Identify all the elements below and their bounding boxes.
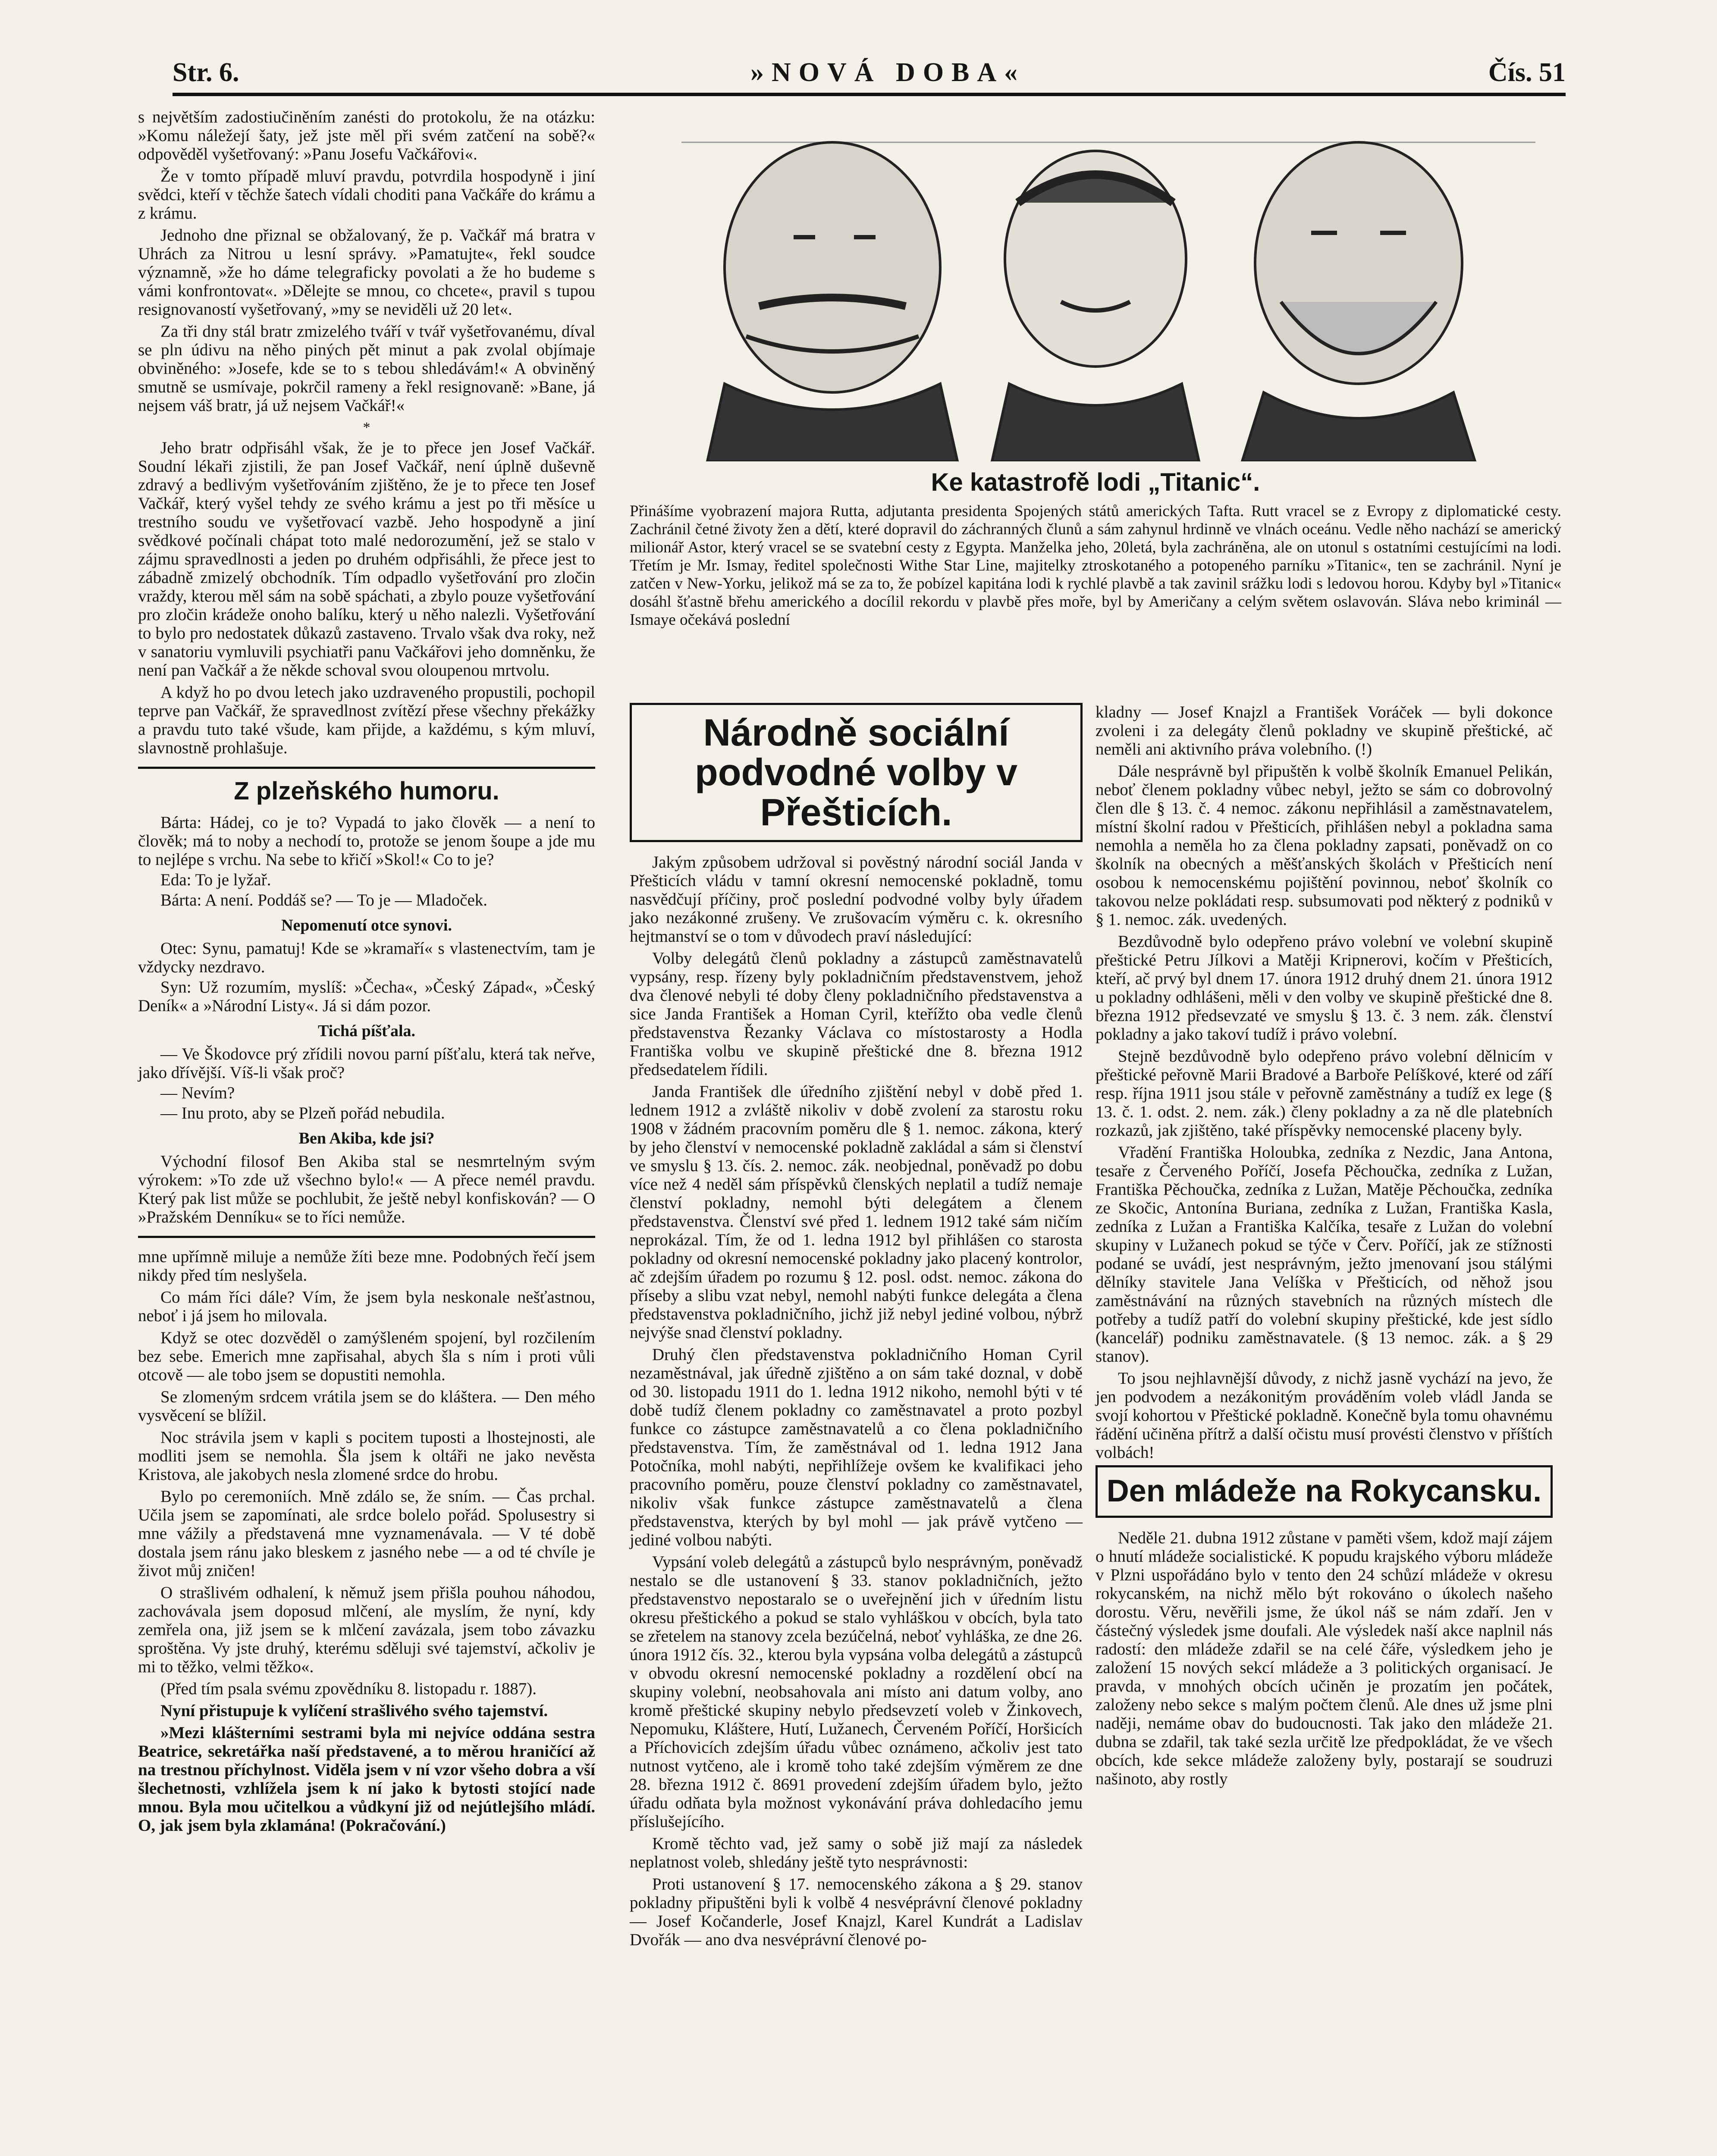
youth-day-heading: Den mládeže na Rokycansku. bbox=[1095, 1465, 1553, 1518]
issue-number: Čís. 51 bbox=[1488, 58, 1566, 87]
newspaper-title: »NOVÁ DOBA« bbox=[750, 58, 1026, 87]
section-separator: * bbox=[363, 420, 370, 436]
novel-paragraph-2: Co mám říci dále? Vím, že jsem byla neskonale nešťastnou, neboť i já jsem ho milovala. bbox=[138, 1288, 595, 1325]
fraud-paragraph-4: Druhý člen představenstva pokladničního Homan Cyril nezaměstnával, jak úředně zjištěno a on sám také doznal, v době od 30. listopadu 1911 do 1. ledna 1912 nikoho, nemohl býti v té době tudíž členem pokladny co zaměstnavatel a proto pozbyl funkce co zástupce zaměstnavatelů a co člena pokladničního představenstva. Tím, že zaměstnával od 1. ledna 1912 Jana Potočníka, mohl nabýti, nepřihlížeje ovšem ke kvalifikaci jeho pracovního poměru, pouze členství pokladny co zaměstnavatel, nikoliv však funkce zástupce zaměstnavatelů a člena představenstva, kterých by byl mohl — jak právě vytčeno — jediné volbou nabýti. bbox=[630, 1345, 1083, 1550]
fraud-continued-3: Bezdůvodně bylo odepřeno právo volební ve volební skupině přeštické Petru Jílkovi a Matěji Kripnerovi, kočím v Přešticích, kteří, ač prvý byl dnem 17. února 1912 druhý dnem 21. února 1912 u pokladny odhlášeni, měli v den volby ve skupině přeštické dne 8. března 1912 předsevzaté ve smyslu § 13. č. 3 nem. zák. členství pokladny a jako takoví tudíž i právo volební. bbox=[1095, 932, 1553, 1044]
right-column bbox=[1095, 703, 1553, 1792]
fraud-continued-6: To jsou nejhlavnější důvody, z nichž jasně vychází na jevo, že jen podvodem a nezákonitým prováděním voleb vládl Janda se svojí kohortou v Přeštické pokladně. Konečně byla tomu ohavnému řádění učiněna přítrž a další očistu musí provésti členstvo v příštích volbách! bbox=[1095, 1369, 1553, 1462]
story-paragraph-5: Jeho bratr odpřisáhl však, že je to přece jen Josef Vačkář. Soudní lékaři zjistili, že pan Josef Vačkář, není úplně duševně zdravý a bedlivým vyšetřováním zjištěno, že je to přece ten Josef Vačkář, který vyšel tehdy ze svého krámu a jest po tři měsíce u trestního soudu ve vyšetřovací vazbě. Jeho hospodyně a jiní svědkové počínali chápat toto malé nedorozumění, jež se stalo v zájmu spravedlnosti a jeden po druhém odpřisáhli, že přece jest to zábadně zmizelý obchodník. Tím odpadlo vyšetřování pro zločin vraždy, kterou měl sám na sobě spáchati, a zbylo pouze vyšetřování pro zločin krádeže onoho balíku, který u něho nalezli. Vyšetřování to bylo pro nedostatek důkazů zastaveno. Trvalo však dva roky, než v sanatoriu vymluvili psychiatři panu Vačkářovi jeho domněnku, že není pan Vačkář a že někde schoval svou oloupenou mrtvolu. bbox=[138, 439, 595, 680]
humor-line-2: Eda: To je lyžař. bbox=[160, 870, 271, 889]
fraud-election-heading: Národně sociální podvodné volby v Přešticích. bbox=[630, 703, 1083, 842]
fraud-paragraph-1: Jakým způsobem udržoval si pověstný národní sociál Janda v Přešticích vládu v tamní okresní nemocenské pokladně, tomu nasvědčují příčiny, proč poslední podvodné volby byly úřadem jako nezákonné zrušeny. Ve zrušovacím výměru c. k. okresního hejtmanství se o tom v důvodech praví následující: bbox=[630, 853, 1083, 946]
novel-continuation bbox=[138, 1247, 595, 1835]
novel-paragraph-7: O strašlivém odhalení, k němuž jsem přišla pouhou náhodou, zachovávala jsem doposud mlčení, ale myslím, že nyní, kdy zemřela ona, již jsem se k mlčení zavázala, jsem tobo závazku sproštěna. Vy jste druhý, kterému sděluji své tajemství, ačkoliv je mi to těžko, velmi těžko«. bbox=[138, 1583, 595, 1676]
story-intro bbox=[138, 108, 595, 757]
column-divider-2 bbox=[138, 1236, 595, 1238]
humor-heading: Z plzeňského humoru. bbox=[234, 777, 499, 805]
youth-day-paragraph: Neděle 21. dubna 1912 zůstane v paměti všem, kdož mají zájem o hnutí mládeže socialistické. K popudu krajského výboru mládeže v Plzni uspořádáno bylo v tento den 24 schůzí mládeže v okresu rokycanském, na nichž mělo být rokováno o úkolech našeho dorostu. Věru, nevěřili jsme, že úkol náš se nám zdaří. Jen v částečný výsledek jsme doufali. Ale výsledek naší akce naplnil nás radostí: den mládeže zdařil se na celé čáře, výsledkem jeho je založení 15 nových sekcí mládeže a 3 politických organisací. Je pravda, v mnohých obcích učiněn je prozatím jen počátek, založeny nebo sekce s malým počtem členů. Ale dnes už jsme plni naději, nemáme obav do budoucnosti. Tak jako den mládeže 21. dubna se zdařil, tak také sezla určitě lze předpokládat, že ve všech obcích, kde sekce mládeže založeny byly, postarají se soudruzi našinoto, aby rostly bbox=[1095, 1528, 1553, 1788]
fraud-continued-4: Stejně bezdůvodně bylo odepřeno právo volební dělnicím v přeštické peřovně Marii Bradové a Barboře Pelíškové, které od září resp. října 1911 jsou stále v peřovně zaměstnány a tudíž ex lege (§ 13. č. 1. odst. 2. nem. zák.) členy pokladny a za ně dle platebních rozkazů, jak zjištěno, také příspěvky nemocenské placeny byly. bbox=[1095, 1047, 1553, 1140]
humor-line-8: — Inu proto, aby se Plzeň pořád nebudila. bbox=[160, 1103, 445, 1122]
novel-paragraph-3: Když se otec dozvěděl o zamýšleném spojení, byl rozčilením bez sebe. Emerich mne zapřisahal, abych šla s ním i proti vůli otcově — ale tobo jsem se dopustiti nemohla. bbox=[138, 1328, 595, 1384]
humor-line-3: Bárta: A není. Poddáš se? — To je — Mladoček. bbox=[160, 890, 488, 909]
humor-line-9: Východní filosof Ben Akiba stal se nesmrtelným svým výrokem: »To zde už všechno bylo!« — A přece nemél pravdu. Který pak list může se pochlubit, že ještě nebyl konfiskován? — O »Pražském Denníku« se to říci nemůže. bbox=[138, 1152, 595, 1226]
novel-paragraph-6: Bylo po ceremoniích. Mně zdálo se, že sním. — Čas prchal. Učila jsem se zapomínati, ale srdce bolelo pořád. Spolusestry si mne vážily a představená mne vyznamenávala. — V té době dostala jsem ránu jako bleskem z jasného nebe — a od té chvíle je život můj zničen! bbox=[138, 1487, 595, 1580]
fraud-paragraph-5: Vypsání voleb delegátů a zástupců bylo nesprávným, poněvadž nestalo se dle ustanovení § 33. stanov pokladničních, ježto představenstvo nepostaralo se o uveřejnění jich v úředním listu okresu přeštického a pokud se stalo vyhláškou v obcích, byla tato se zřetelem na stanovy zcela bezúčelná, neboť vyhláška, ze dne 26. února 1912 čís. 32., kterou byla vypsána volba delegátů a zástupců v obvodu okresní nemocenské pokladny a rozdělení obcí na skupiny volební, neobsahovala ani místo ani datum volby, ano kromě přeštické skupiny nebylo předsevzetí voleb v Žinkovech, Nepomuku, Kláštere, Hutí, Lužanech, Červeném Poříčí, Horšicích a Příchovicích zdejším úřadu vůbec oznámeno, ačkoliv jest tato nutnost vytčeno, ale i kromě toho také zdejším výměrem ze dne 28. března 1912 č. 8691 provedení zdejším úřadem bylo, ježto úřadu odňata byla možnost vykonávání práva dohledacího jemu příslušejícího. bbox=[630, 1553, 1083, 1831]
story-paragraph-3: Jednoho dne přiznal se obžalovaný, že p. Vačkář má bratra v Uhrách za Nitrou u lesní správy. »Pamatujte«, řekl soudce významně, »že ho dáme telegraficky povolati a že ho budeme s vámi konfrontovat«. »Dělejte se mnou, co chcete«, pravil s tupou resignovaností vyšetřovaný, »my se neviděli už 20 let«. bbox=[138, 226, 595, 319]
middle-column bbox=[630, 703, 1083, 1952]
humor-line-4: Otec: Synu, pamatuj! Kde se »kramaří« s vlastenectvím, tam je vždycky nezdravo. bbox=[138, 939, 595, 976]
humor-subheading-1: Nepomenutí otce synovi. bbox=[281, 916, 452, 934]
column-divider bbox=[138, 767, 595, 769]
story-paragraph-4: Za tři dny stál bratr zmizelého tváří v tvář vyšetřovanému, díval se pln údivu na něho piných pět minut a pak zvolal objímaje obviněného: »Josefe, kde se to s tebou shledávám!« A obviněný smutně se usmívaje, pokrčil rameny a řekl resignovaně: »Bane, já nejsem váš bratr, já už nejsem Vačkář!« bbox=[138, 322, 595, 415]
story-paragraph-1: s největším zadostiučiněním zanésti do protokolu, že na otázku: »Komu náležejí šaty, jež jste měl při svém zatčení na sobě?« odpověděl vyšetřovaný: »Panu Josefu Vačkářovi«. bbox=[138, 108, 595, 163]
novel-paragraph-9: Nyní přistupuje k vylíčení strašlivého svého tajemství. bbox=[160, 1701, 548, 1720]
humor-subheading-2: Tichá píšťala. bbox=[317, 1022, 416, 1040]
fraud-paragraph-7: Proti ustanovení § 17. nemocenského zákona a § 29. stanov pokladny připuštěni byli k volbě 4 nesvéprávní členové pokladny — Josef Kočanderle, Josef Knajzl, Karel Kundrát a Ladislav Dvořák — ano dva nesvéprávní členové po- bbox=[630, 1875, 1083, 1949]
left-column bbox=[138, 108, 595, 1838]
fraud-continued-5: Vřadění Františka Holoubka, zedníka z Nezdic, Jana Antona, tesaře z Červeného Poříčí, Josefa Pěchoučka, zedníka z Lužan, Františka Pěchoučka, zedníka z Lužan, Matěje Pěchoučka, zedníka ze Skočic, Antonína Buriana, zedníka z Lužan, Františka Kasla, zedníka z Lužan a Františka Kalčíka, tesaře z Lužan do volební skupiny v Lužanech pokud se týče v Červ. Poříčí, jak ze stížnosti podané se uvádí, jest nesprávným, ježto jmenovaní jsou stálými dělníky stavitele Jana Velíška v Přešticích, od něhož jsou zaměstnávání na různých stavebních na různých místech dle potřeby a tudíž patří do volební skupiny přeštické, kde jest sídlo (kancelář) podniku zaměstnavatele. (§ 13 nemoc. zák. a § 29 stanov). bbox=[1095, 1143, 1553, 1366]
story-paragraph-6: A když ho po dvou letech jako uzdraveného propustili, pochopil teprve pan Vačkář, že spravedlnost zvítězí přese všechny překážky a pravdu tuto také všude, kam přijde, a každému, s kým mluví, slavnostně prohlašuje. bbox=[138, 683, 595, 757]
humor-section bbox=[138, 813, 595, 1226]
portraits-illustration bbox=[630, 108, 1561, 461]
fraud-continued-1: kladny — Josef Knajzl a František Voráček — byli dokonce zvoleni i za delegáty členů pokladny ve skupině přeštické, ač neměli ani aktivního práva volebního. (!) bbox=[1095, 703, 1553, 758]
humor-line-1: Bárta: Hádej, co je to? Vypadá to jako člověk — a není to člověk; má to noby a nechodí to, protože se jenom šoupe a jde mu to nejlépe s vrchu. Na sebe to křičí »Skol!« Co to je? bbox=[138, 813, 595, 869]
humor-line-6: — Ve Škodovce prý zřídili novou parní píšťalu, která tak neřve, jako dřívější. Víš-li však proč? bbox=[138, 1044, 595, 1082]
novel-paragraph-1: mne upřímně miluje a nemůže žíti beze mne. Podobných řečí jsem nikdy před tím neslyšela. bbox=[138, 1247, 595, 1285]
novel-paragraph-8: (Před tím psala svému zpovědníku 8. listopadu r. 1887). bbox=[160, 1679, 537, 1698]
novel-paragraph-4: Se zlomeným srdcem vrátila jsem se do kláštera. — Den mého vysvěcení se blížil. bbox=[138, 1387, 595, 1425]
fraud-continued-2: Dále nesprávně byl připuštěn k volbě školník Emanuel Pelikán, neboť členem pokladny vůbec nebyl, ježto se sám co dobrovolný člen dle § 13. č. 4 nemoc. zákonu nepřihlásil a zaměstnavatelem, místní školní radou v Přešticích, přihlášen nebyl a pokladna sama nemohla a neměla ho za člena pokladny zapsati, poněvadž on co školník na obecných a měšťanských školách v Přešticích není osobou k nemocenskému pojištění povinnou, neboť školník co takovou nelze pokládati resp. subsumovati pod některý z podniků v § 1. nemoc. zák. uvedených. bbox=[1095, 762, 1553, 929]
novel-paragraph-10: »Mezi klášterními sestrami byla mi nejvíce oddána sestra Beatrice, sekretářka naší představené, a to měrou hraničící až na trestnou příchylnost. Viděla jsem v ní vzor všeho dobra a vší šlechetnosti, vzhlížela jsem k ní jako k bytosti stojící nade mnou. Byla mou učitelkou a vůdkyní již od nejútlejšího mládí. O, jak jsem byla zklamána! (Pokračování.) bbox=[138, 1723, 595, 1835]
titanic-caption-text: Přinášíme vyobrazení majora Rutta, adjutanta presidenta Spojených států amerických Tafta. Rutt vracel se z Evropy z diplomatické cesty. Zachránil četné životy žen a dětí, které dopravil do záchranných člunů a sám zahynul hrdinně ve vlnách oceánu. Vedle něho nachází se americký milionář Astor, který vracel se se svatební cesty z Egypta. Manželka jeho, 20letá, byla zachráněna, ale on utonul s ostatními cestujícími na lodi. Třetím je Mr. Ismay, ředitel společnosti Withe Star Line, majitelky ztroskotaného a potopeného parníku »Titanic«, ten se zachránil. Nyní je zatčen v New-Yorku, jelikož má se za to, že pobízel kapitána lodi k rychlé plavbě a tak zavinil srážku lodi s ledovou horou. Kdyby byl »Titanic« dosáhl šťastně břehu amerického a docílil rekordu v plavbě přes moře, byl by Američany a celým světem oslavován. Sláva nebo kriminál — Ismaye očekává poslední bbox=[630, 502, 1561, 629]
fraud-paragraph-3: Janda František dle úředního zjištění nebyl v době před 1. lednem 1912 a zvláště nikoliv v době zvolení za starostu roku 1908 v žádném pracovním poměru dle § 1. nemoc. zákona, který by jeho členství v nemocenské pokladně zakládal a sám si členství ve smyslu § 13. čís. 2. nemoc. zák. neobjednal, poněvadž po dobu více než 4 neděl sám příspěvků členských neplatil a tudíž nemaje členství pokladny, nemohl býti delegátem a členem představenstva. Členství své před 1. lednem 1912 také sám ničím neprokázal. Tím, že od 1. ledna 1912 byl přihlášen co starosta pokladny od okresní nemocenské pokladny jako placený kontrolor, ač zdejším úřadem po rozumu § 12. posl. odst. nemoc. zákona do příseby a slibu vzat nebyl, nemohl nabýti funkce delegáta a člena představenstva pokladničního, jichž již nebyl jediné volbou, nýbrž nejvýše snad členství pokladny. bbox=[630, 1082, 1083, 1342]
humor-line-5: Syn: Už rozumím, myslíš: »Čecha«, »Český Západ«, »Český Deník« a »Národní Listy«. Já si dám pozor. bbox=[138, 978, 595, 1015]
novel-paragraph-5: Noc strávila jsem v kapli s pocitem tuposti a lhostejnosti, ale modliti jsem se nemohla. Šla jsem k oltáři ne jako nevěsta Kristova, ale jakobych nesla zlomené srdce do hrobu. bbox=[138, 1428, 595, 1484]
page-number: Str. 6. bbox=[173, 58, 239, 87]
humor-subheading-3: Ben Akiba, kde jsi? bbox=[298, 1129, 435, 1147]
fraud-paragraph-2: Volby delegátů členů pokladny a zástupců zaměstnavatelů vypsány, resp. řízeny byly pokladničním představenstvem, jehož dva členové nebyli té doby členy pokladničního představenstva a sice Janda František a Homan Cyril, kteřížto oba vedle členů představenstva Řezanky Václava co místostarosty a Hodla Františka volbu ve skupině přeštické dne 8. března 1912 předsedatelem řídili. bbox=[630, 949, 1083, 1079]
titanic-portraits bbox=[630, 108, 1561, 461]
page-header bbox=[173, 41, 1566, 96]
humor-line-7: — Nevím? bbox=[160, 1083, 235, 1102]
story-paragraph-2: Že v tomto případě mluví pravdu, potvrdila hospodyně i jiní svědci, kteří v těchže šatech vídali choditi pana Vačkáře do krámu a z krámu. bbox=[138, 167, 595, 222]
titanic-caption-title: Ke katastrofě lodi „Titanic“. bbox=[931, 468, 1260, 496]
fraud-paragraph-6: Kromě těchto vad, jež samy o sobě již mají za následek neplatnost voleb, shledány ještě tyto nesprávnosti: bbox=[630, 1834, 1083, 1872]
